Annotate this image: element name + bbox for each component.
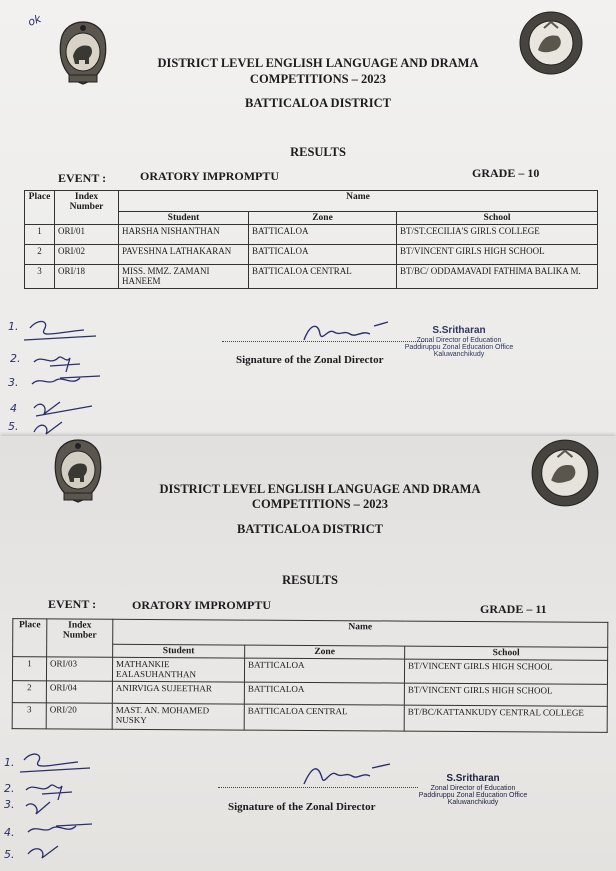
header-school: School: [405, 646, 608, 660]
cell-school: BT/VINCENT GIRLS HIGH SCHOOL: [404, 683, 607, 706]
event-label: EVENT :: [58, 171, 107, 185]
cell-student: MATHANKIE EALASUHANTHAN: [112, 657, 244, 682]
event-name: ORATORY IMPROMPTU: [132, 598, 272, 612]
doc-title-line2: COMPETITIONS – 2023: [251, 497, 389, 511]
signature-scribble-icon: [300, 318, 400, 346]
corner-note: ok: [26, 12, 43, 29]
stamp-location: Kaluwanchikudy: [447, 799, 499, 807]
header-place: Place: [25, 191, 55, 225]
cell-school: BT/BC/ ODDAMAVADI FATHIMA BALIKA M.: [397, 265, 598, 289]
cell-place: 1: [25, 225, 55, 245]
header-index-number: Index Number: [55, 191, 119, 225]
results-heading: RESULTS: [282, 573, 338, 587]
header-index-number: Index Number: [47, 619, 113, 657]
cell-index: ORI/02: [55, 245, 119, 265]
doc-title-line1: DISTRICT LEVEL ENGLISH LANGUAGE AND DRAMA: [157, 56, 479, 70]
stamp-title: Zonal Director of Education: [430, 784, 516, 792]
hand-note: 5.: [8, 420, 19, 433]
header-zone: Zone: [245, 645, 405, 659]
hand-note: 2.: [4, 782, 15, 795]
hand-note: 4.: [4, 826, 15, 839]
header-name: Name: [113, 619, 608, 647]
cell-school: BT/BC/KATTANKUDY CENTRAL COLLEGE: [404, 705, 607, 732]
stamp-name: S.Sritharan: [432, 325, 486, 336]
cell-place: 1: [12, 657, 46, 681]
stamp-title: Zonal Director of Education: [416, 336, 502, 344]
cell-zone: BATTICALOA: [244, 658, 404, 683]
cell-index: ORI/03: [46, 657, 112, 681]
cell-place: 2: [12, 681, 46, 703]
hand-note: 4: [10, 402, 17, 415]
table-row: [12, 703, 607, 733]
header-place: Place: [13, 619, 47, 657]
signature-caption: Signature of the Zonal Director: [228, 801, 376, 813]
header-name: Name: [119, 191, 598, 212]
doc-title-line1: DISTRICT LEVEL ENGLISH LANGUAGE AND DRAMA: [159, 482, 481, 496]
hand-note: 1.: [4, 756, 15, 769]
cell-index: ORI/18: [55, 265, 119, 289]
cell-school: BT/ST.CECILIA'S GIRLS COLLEGE: [397, 225, 598, 245]
signature-caption: Signature of the Zonal Director: [236, 354, 384, 366]
cell-place: 3: [12, 703, 46, 729]
district-heading: BATTICALOA DISTRICT: [237, 522, 383, 536]
grade-label: GRADE – 10: [472, 166, 540, 180]
educational-zone-seal-icon: [518, 10, 584, 76]
district-heading: BATTICALOA DISTRICT: [245, 96, 391, 110]
cell-student: ANIRVIGA SUJEETHAR: [112, 681, 244, 704]
stamp-office: Paddiruppu Zonal Education Office: [418, 791, 528, 799]
doc-title-line2: COMPETITIONS – 2023: [249, 72, 387, 86]
table-row: [12, 657, 607, 685]
sri-lanka-emblem-icon: [55, 20, 111, 88]
official-stamp: [404, 326, 514, 359]
hand-note: 1.: [8, 320, 19, 333]
cell-zone: BATTICALOA: [249, 245, 397, 265]
header-student: Student: [119, 212, 249, 225]
table-row: [25, 245, 598, 265]
cell-student: HARSHA NISHANTHAN: [119, 225, 249, 245]
handwritten-scribbles-icon: [20, 316, 130, 440]
cell-zone: BATTICALOA: [244, 682, 404, 705]
results-heading: RESULTS: [290, 145, 346, 159]
table-row: [25, 225, 598, 245]
cell-index: ORI/20: [46, 703, 112, 729]
table-row: [25, 265, 598, 289]
stamp-office: Paddiruppu Zonal Education Office: [404, 343, 514, 351]
hand-note: 2.: [10, 352, 21, 365]
event-name: ORATORY IMPROMPTU: [140, 169, 280, 183]
cell-index: ORI/01: [55, 225, 119, 245]
results-table: [12, 618, 609, 733]
handwritten-scribbles-icon: [16, 750, 116, 868]
results-sheet-grade-11: [0, 436, 616, 871]
cell-zone: BATTICALOA: [249, 225, 397, 245]
header-school: School: [397, 212, 598, 225]
cell-student: PAVESHNA LATHAKARAN: [119, 245, 249, 265]
cell-school: BT/VINCENT GIRLS HIGH SCHOOL: [404, 659, 607, 684]
signature-scribble-icon: [300, 760, 396, 790]
header-student: Student: [113, 644, 245, 658]
educational-zone-seal-icon: [530, 438, 600, 508]
cell-place: 2: [25, 245, 55, 265]
event-label: EVENT :: [48, 597, 97, 611]
cell-student: MAST. AN. MOHAMED NUSKY: [112, 703, 244, 730]
hand-note: 3.: [8, 376, 19, 389]
cell-zone: BATTICALOA CENTRAL: [244, 704, 404, 731]
official-stamp: [414, 774, 532, 807]
cell-zone: BATTICALOA CENTRAL: [249, 265, 397, 289]
hand-note: 5.: [4, 848, 15, 861]
cell-index: ORI/04: [46, 681, 112, 703]
stamp-location: Kaluwanchikudy: [433, 351, 485, 359]
cell-student: MISS. MMZ. ZAMANI HANEEM: [119, 265, 249, 289]
cell-place: 3: [25, 265, 55, 289]
hand-note: 3.: [4, 798, 15, 811]
sri-lanka-emblem-icon: [50, 438, 106, 506]
header-zone: Zone: [249, 212, 397, 225]
results-table: [24, 190, 598, 289]
stamp-name: S.Sritharan: [446, 773, 500, 784]
cell-school: BT/VINCENT GIRLS HIGH SCHOOL: [397, 245, 598, 265]
grade-label: GRADE – 11: [480, 602, 547, 616]
